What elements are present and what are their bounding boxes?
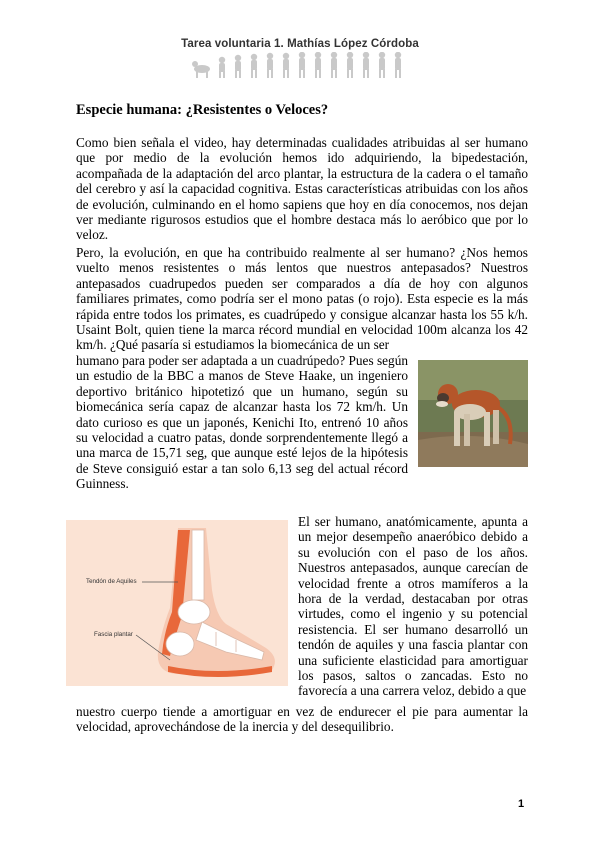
foot-anatomy-figure [66,520,288,686]
page-number: 1 [518,798,525,810]
paragraph-4: El ser humano, anatómicamente, apunta a un mejor desempeño anaeróbico debido a su evolución con el paso de los años. Nuestros antepasados, aunque carecían de velocidad frente a otros mamíferos a la hora de la verdad, destacaban por otras virtudes, como el ingenio y su potencial resistencia. El ser humano desarrolló un tendón de aquiles y una fascia plantar con una suficiente elasticidad para amortiguar los pasos, saltos o zancadas. Esto no favorecía a una carrera veloz, debido a que [298,514,528,699]
paragraph-5: nuestro cuerpo tiende a amortiguar en vez de endurecer el pie para aumentar la velocidad, aprovechándose de la inercia y del desequilibrio. [76,704,528,735]
header-title: Tarea voluntaria 1. Mathías López Córdoba [181,38,419,50]
paragraph-2: Pero, la evolución, en que ha contribuido realmente al ser humano? ¿Nos hemos vuelto menos resistentes o más lentos que nuestros antepasados? Nuestros antepasados cuadrupedos pueden ser comparados a día de hoy con algunos familiares primates, como podría ser el mono patas (o rojo). Esta especie es la más rápida entre todos los primates, es cuadrúpedo y consigue alcanzar hasta los 55 k/h. Usaint Bolt, quien tiene la marca récord mundial en velocidad 100m alcanza los 42 km/h. ¿Qué pasaría si estudiamos la biomecánica de un ser [76,245,528,353]
plantar-fascia-label: Fascia plantar [94,631,133,638]
paragraph-3: humano para poder ser adaptada a un cuadrúpedo? Pues según un estudio de la BBC a manos de Steve Haake, un ingeniero deportivo británico hipotetizó que un humano, según su biomecánica sería capaz de alcanzar hasta los 72 km/h. Un dato curioso es que un japonés, Kenichi Ito, entrenó 10 años su velocidad a cuatro patas, donde sorprendentemente llegó a una marca de 15,71 seg, que aunque esté lejos de la hipótesis de Steve consiguió estar a tan solo 6,13 seg del actual récord Guinness. [76,353,408,492]
achilles-tendon-label: Tendón de Aquiles [86,578,137,585]
page-title: Especie humana: ¿Resistentes o Veloces? [76,102,329,118]
evolution-silhouettes-icon [192,52,414,78]
paragraph-1: Como bien señala el video, hay determinadas cualidades atribuidas al ser humano que por medio de la evolución hemos ido adquiriendo, la bipedestación, acompañada de la adaptación del arco plantar, la estructura de la cadera o el tamaño del cerebro y así la capacidad cognitiva. Estas características atribuidas con los años de evolución, culminando en el homo sapiens que hoy en día conocemos, nos dejan ver mediante rigurosos estudios que el hombre destaca más lo aeróbico que por lo veloz. [76,135,528,243]
foot-anatomy-image [66,520,288,686]
patas-monkey-image [418,360,528,467]
